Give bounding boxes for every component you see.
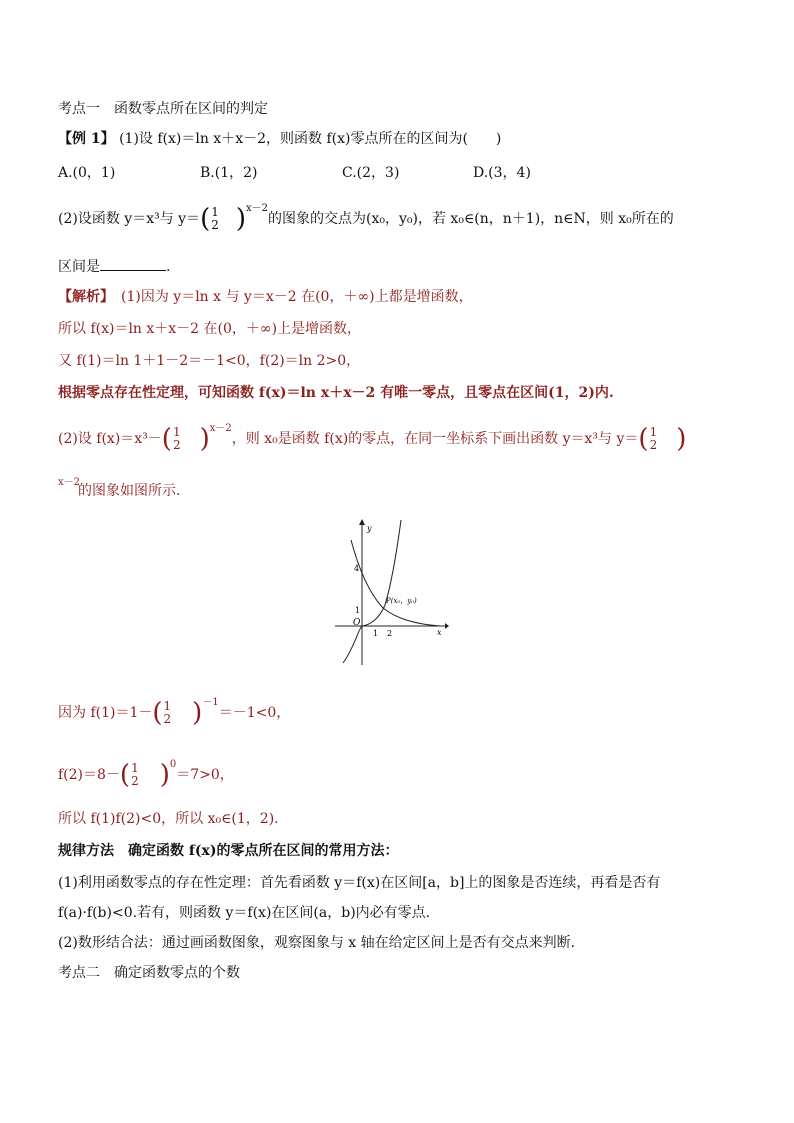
- option-a: A.(0，1): [58, 165, 116, 181]
- option-d: D.(3，4): [473, 165, 531, 181]
- example1-question2: (2)设函数 y＝x³与 y＝(1 2 )$^{x-2}$的图象的交点为(x₀，y₀)，若 x₀∈(n，n＋1)，n∈N，则 x₀所在的: [58, 203, 674, 234]
- calc-f1: 因为 f(1)＝1－(1 2 )$^{-1}$＝－1<0，: [58, 697, 291, 728]
- analysis-line3: 又 f(1)＝ln 1＋1－2＝－1<0，f(2)＝ln 2>0，: [58, 353, 361, 369]
- method-p1-cont: f(a)·f(b)<0.若有，则函数 y＝f(x)在区间(a，b)内必有零点.: [58, 905, 431, 921]
- example-tag: 【例 1】: [58, 131, 115, 147]
- answer-blank: [100, 258, 166, 271]
- x-axis-label: x: [437, 628, 442, 637]
- section1-title: 考点一 函数零点所在区间的判定: [58, 101, 268, 117]
- origin-label: O: [353, 618, 361, 628]
- example1-question2-line2: 区间是 .: [58, 259, 171, 275]
- x-tick-1: 1: [373, 629, 379, 638]
- y-tick-4: 4: [354, 564, 360, 573]
- example1-question1: 【例 1】 (1)设 f(x)＝ln x＋x－2，则函数 f(x)零点所在的区间为( ): [58, 131, 502, 147]
- option-b: B.(1，2): [200, 165, 258, 181]
- analysis-line5: (2)设 f(x)＝x³－(1 2 )$^{x-2}$，则 x₀是函数 f(x)的零点，在同一坐标系下画出函数 y＝x³与 y＝(1 2 ): [58, 423, 687, 454]
- analysis-line6-exp: x－2: [58, 477, 81, 488]
- y-tick-1: 1: [355, 606, 361, 615]
- x-tick-2: 2: [387, 629, 393, 638]
- curve-exponential: [351, 540, 440, 626]
- y-axis-arrow: [359, 519, 365, 525]
- analysis-line4: 根据零点存在性定理，可知函数 f(x)＝ln x＋x－2 有唯一零点，且零点在区间(1，2)内.: [58, 385, 614, 401]
- analysis-tag: 【解析】: [58, 289, 107, 305]
- x-axis-arrow: [445, 623, 449, 629]
- analysis-line1: 【解析】 (1)因为 y＝ln x 与 y＝x－2 在(0，＋∞)上都是增函数，: [58, 289, 473, 305]
- method-p2: (2)数形结合法：通过画函数图象，观察图象与 x 轴在给定区间上是否有交点来判断.: [58, 935, 576, 951]
- calc-conclusion: 所以 f(1)f(2)<0，所以 x₀∈(1，2).: [58, 811, 279, 827]
- section2-title: 考点二 确定函数零点的个数: [58, 965, 240, 981]
- analysis-line2: 所以 f(x)＝ln x＋x－2 在(0，＋∞)上是增函数，: [58, 321, 362, 337]
- analysis-line6: 的图象如图所示.: [78, 483, 181, 499]
- option-c: C.(2，3): [342, 165, 400, 181]
- method-title: 规律方法 确定函数 f(x)的零点所在区间的常用方法：: [58, 843, 399, 859]
- intersection-label: P(x₀，y₀): [386, 597, 417, 605]
- calc-f2: f(2)＝8－(1 2 )$^0$＝7>0，: [58, 759, 234, 790]
- method-p1: (1)利用函数零点的存在性定理：首先看函数 y＝f(x)在区间[a，b]上的图象是否连续，再看是否有: [58, 875, 661, 891]
- y-axis-label: y: [367, 524, 372, 533]
- function-graph: [335, 515, 450, 670]
